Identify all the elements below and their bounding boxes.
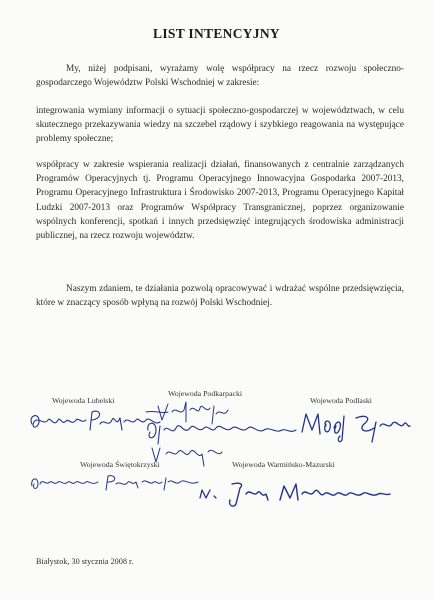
signatory-label-podkarpacki: Wojewoda Podkarpacki xyxy=(168,389,243,398)
signatory-label-swietokrzyski: Wojewoda Świętokrzyski xyxy=(80,460,160,469)
place-date: Białystok, 30 stycznia 2008 r. xyxy=(36,557,134,566)
document-title: LIST INTENCYJNY xyxy=(153,26,280,41)
signature-podkarpacki xyxy=(140,400,315,470)
signature-swietokrzyski xyxy=(28,468,208,494)
scope-paragraph-1: integrowania wymiany informacji o sytuacji społeczno-gospodarczej w województwach, w celu skutecznego przekazywania wiedzy na szczebel rządowy i szybkiego reagowania na występujące problemy społeczne; xyxy=(36,106,404,145)
scope-paragraph-2: współpracy w zakresie wspierania realizacji działań, finansowanych z centralnie zarządzanych Programów Operacyjnych tj. Programu Operacyjnego Innowacyjna Gospodarka 2007-2013, Programu Operacyjnego Infrastruktura i Środowisko 2007-2013, Programu Operacyjnego Kapitał Ludzki 2007-2013 oraz Programów Współpracy Transgranicznej, poprzez organizowanie wspólnych konferencji, spotkań i innych przedsięwzięć integrujących środowiska administracji publicznej, na rzecz rozwoju województw. xyxy=(36,160,404,242)
signatory-label-podlaski: Wojewoda Podlaski xyxy=(310,396,372,405)
signature-warminsko-mazurski xyxy=(196,478,396,510)
signatory-label-lubelski: Wojewoda Lubelski xyxy=(52,396,115,405)
signature-podlaski xyxy=(296,406,416,446)
closing-paragraph: Naszym zdaniem, te działania pozwolą opracowywać i wdrażać wspólne przedsięwzięcia, które w znaczący sposób wpłyną na rozwój Polski Wschodniej. xyxy=(36,284,404,309)
signatory-label-warminsko-mazurski: Wojewoda Warmińsko-Mazurski xyxy=(232,460,335,469)
intro-paragraph: My, niżej podpisani, wyrażamy wolę współpracy na rzecz rozwoju społeczno-gospodarczego Województw Polski Wschodniej w zakresie: xyxy=(36,64,404,89)
